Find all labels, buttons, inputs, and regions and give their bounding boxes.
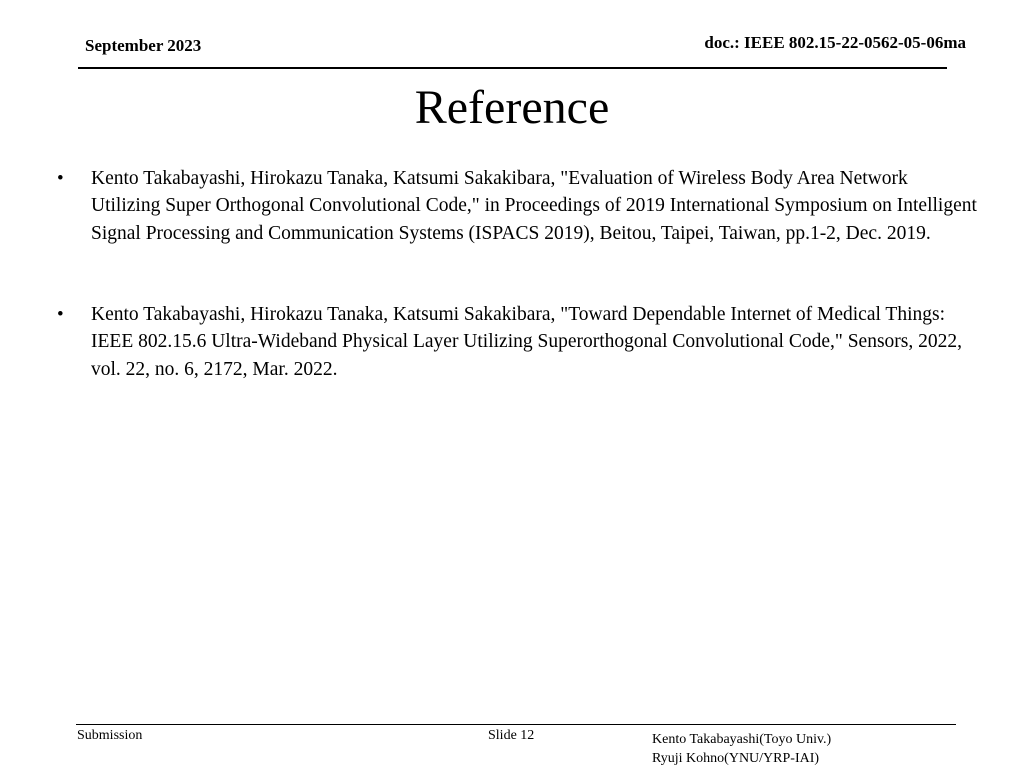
bullet-icon: •	[57, 168, 64, 189]
footer-submission: Submission	[77, 728, 143, 743]
footer-author: Ryuji Kohno(YNU/YRP-IAI)	[652, 751, 820, 766]
footer-authors	[652, 730, 831, 768]
bullet-icon: •	[57, 304, 64, 325]
footer-divider	[76, 724, 956, 725]
reference-text: Kento Takabayashi, Hirokazu Tanaka, Katsumi Sakakibara, "Evaluation of Wireless Body Area Network Utilizing Super Orthogonal Convolutional Code," in Proceedings of 2019 International Symposium on Intelligent Signal Processing and Communication Systems (ISPACS 2019), Beitou, Taipei, Taiwan, pp.1-2, Dec. 2019.	[91, 168, 977, 244]
footer-slide-number: Slide 12	[488, 728, 535, 743]
header-date: September 2023	[85, 36, 202, 55]
header-doc-id: doc.: IEEE 802.15-22-0562-05-06ma	[704, 33, 966, 52]
header-divider	[78, 67, 947, 69]
slide-title: Reference	[414, 81, 610, 134]
footer-author: Kento Takabayashi(Toyo Univ.)	[652, 732, 832, 747]
reference-text: Kento Takabayashi, Hirokazu Tanaka, Katsumi Sakakibara, "Toward Dependable Internet of Medical Things: IEEE 802.15.6 Ultra-Wideband Physical Layer Utilizing Superorthogonal Convolutional Code," Sensors, 2022, vol. 22, no. 6, 2172, Mar. 2022.	[91, 304, 962, 380]
